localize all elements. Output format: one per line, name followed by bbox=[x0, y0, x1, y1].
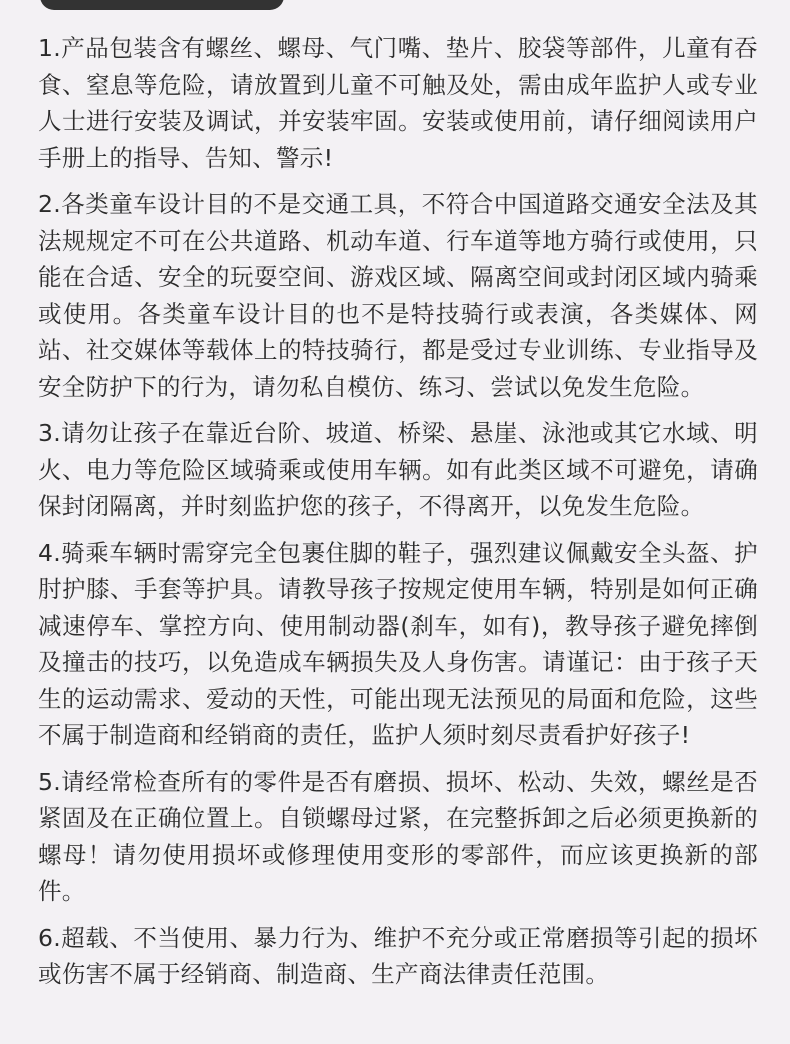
notice-paragraph-3: 3.请勿让孩子在靠近台阶、坡道、桥梁、悬崖、泳池或其它水域、明火、电力等危险区域骑乘或使用车辆。如有此类区域不可避免，请确保封闭隔离，并时刻监护您的孩子，不得离开，以免发生危险。 bbox=[38, 419, 758, 520]
notice-paragraph-1: 1.产品包装含有螺丝、螺母、气门嘴、垫片、胶袋等部件，儿童有吞食、窒息等危险，请放置到儿童不可触及处，需由成年监护人或专业人士进行安装及调试，并安装牢固。安装或使用前，请仔细阅读用户手册上的指导、告知、警示! bbox=[38, 34, 758, 172]
safety-notice-text bbox=[38, 30, 758, 1003]
notice-paragraph-4: 4.骑乘车辆时需穿完全包裹住脚的鞋子，强烈建议佩戴安全头盔、护肘护膝、手套等护具。请教导孩子按规定使用车辆，特别是如何正确减速停车、掌控方向、使用制动器(刹车，如有)，教导孩子避免摔倒及撞击的技巧，以免造成车辆损失及人身伤害。请谨记：由于孩子天生的运动需求、爱动的天性，可能出现无法预见的局面和危险，这些不属于制造商和经销商的责任，监护人须时刻尽责看护好孩子! bbox=[38, 538, 758, 749]
notice-paragraph-6: 6.超载、不当使用、暴力行为、维护不充分或正常磨损等引起的损坏或伤害不属于经销商、制造商、生产商法律责任范围。 bbox=[38, 923, 758, 988]
notice-paragraph-2: 2.各类童车设计目的不是交通工具，不符合中国道路交通安全法及其法规规定不可在公共道路、机动车道、行车道等地方骑行或使用，只能在合适、安全的玩耍空间、游戏区域、隔离空间或封闭区域内骑乘或使用。各类童车设计目的也不是特技骑行或表演，各类媒体、网站、社交媒体等载体上的特技骑行，都是受过专业训练、专业指导及安全防护下的行为，请勿私自模仿、练习、尝试以免发生危险。 bbox=[38, 190, 758, 401]
notice-paragraph-5: 5.请经常检查所有的零件是否有磨损、损坏、松动、失效，螺丝是否紧固及在正确位置上。自锁螺母过紧，在完整拆卸之后必须更换新的螺母！请勿使用损坏或修理使用变形的零部件，而应该更换新的部件。 bbox=[38, 767, 758, 905]
top-header-tab bbox=[40, 0, 284, 10]
